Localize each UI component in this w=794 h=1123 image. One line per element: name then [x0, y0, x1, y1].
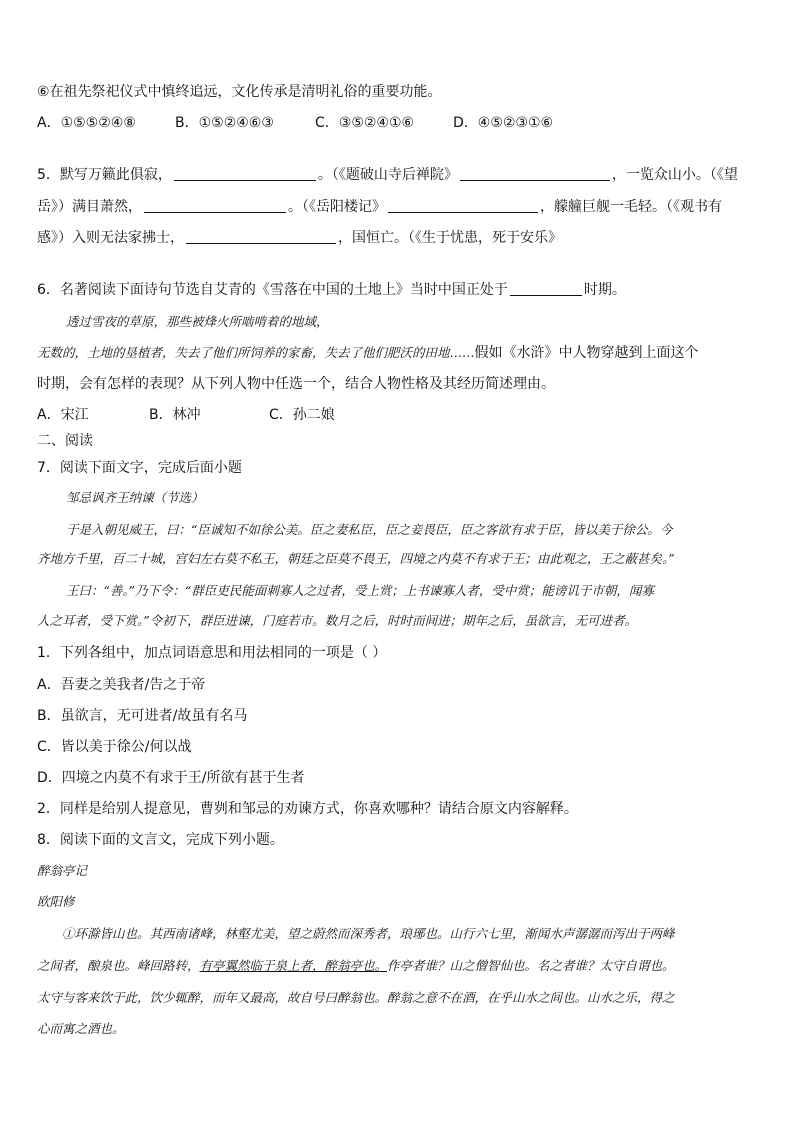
q7-para-2b: 人之耳者，受下赏。”令初下，群臣进谏，门庭若市。数月之后，时时而间进；期年之后，虽欲言，无可进者。	[37, 613, 638, 628]
q6-option-a[interactable]: A．宋江	[37, 407, 89, 423]
q8-underlined-sentence: 有亭翼然临于泉上者，醉翁亭也。	[199, 958, 388, 973]
q5-blank-4[interactable]	[388, 198, 538, 213]
q6-line-3	[37, 343, 764, 363]
q5-blank-3[interactable]	[144, 198, 286, 213]
q7-sub1-option-d[interactable]: D．四境之内莫不有求于王/所欲有甚于生者	[37, 770, 305, 786]
section-heading-reading: 二、阅读	[37, 433, 93, 449]
q6-option-b[interactable]: B．林冲	[149, 407, 201, 423]
q4-option-a[interactable]: A．①⑤⑤②④⑧	[37, 115, 136, 131]
q6-poem-line-1: 透过雪夜的草原，那些被烽火所啮啃着的地域，	[66, 314, 329, 329]
q5-source-3: 。（《岳阳楼记》	[288, 199, 386, 215]
q8-para-1a: ①环滁皆山也。其西南诸峰，林壑尤美，望之蔚然而深秀者，琅琊也。山行六七里，渐闻水声潺潺而泻出于两峰	[62, 926, 675, 941]
q7-sub-question-2: 2．同样是给别人提意见，曹刿和邹忌的劝谏方式，你喜欢哪种？请结合原文内容解释。	[37, 801, 578, 817]
q5-source-5: ，国恒亡。（《生于忧患，死于安乐》	[338, 230, 562, 246]
q8-para-1c: 太守与客来饮于此，饮少辄醉，而年又最高，故自号曰醉翁也。醉翁之意不在酒，在乎山水之间也。山水之乐，得之	[37, 990, 675, 1005]
q6-blank[interactable]	[510, 281, 582, 296]
q4-statement-6: ⑥在祖先祭祀仪式中慎终追远，文化传承是清明礼俗的重要功能。	[37, 84, 442, 100]
q5-blank-5[interactable]	[186, 229, 336, 244]
q6-poem-line-2: 无数的，土地的垦植者，失去了他们所饲养的家畜，失去了他们肥沃的田地……	[37, 345, 475, 360]
q7-sub1-option-c[interactable]: C．皆以美于徐公/何以战	[37, 739, 192, 755]
q7-para-1a: 于是入朝见威王，曰：“臣诚知不如徐公美。臣之妻私臣，臣之妾畏臣，臣之客欲有求于臣，皆以美于徐公。今	[66, 522, 673, 537]
q5-source-4: 感》）入则无法家拂士，	[37, 230, 184, 246]
q6-question-2: 假如《水浒》中人物穿越到上面这个	[474, 345, 699, 361]
q5-blank-2[interactable]	[460, 166, 610, 181]
q6-option-c[interactable]: C．孙二娘	[269, 407, 335, 423]
q5-tail-1: ，一览众山小。（《望	[611, 167, 738, 183]
q8-para-1b-start: 之间者，酿泉也。峰回路转，	[37, 958, 200, 973]
q7-sub1-option-b[interactable]: B．虽欲言，无可进者/故虽有名马	[37, 708, 248, 724]
q5-prompt: 5．默写万籁此俱寂，	[37, 167, 172, 183]
q5-line-2	[37, 197, 764, 217]
q7-para-1b: 齐地方千里，百二十城，宫妇左右莫不私王，朝廷之臣莫不畏王，四境之内莫不有求于王；由此观之，王之蔽甚矣。”	[37, 551, 675, 566]
q6-question-3: 时期，会有怎样的表现？从下列人物中任选一个，结合人物性格及其经历简述理由。	[37, 376, 555, 392]
q5-blank-1[interactable]	[174, 166, 316, 181]
q5-tail-2: ，艨艟巨舰一毛轻。（《观书有	[540, 199, 722, 215]
q5-source-2: 岳》）满目萧然，	[37, 199, 142, 215]
q4-option-d[interactable]: D．④⑤②③①⑥	[453, 115, 554, 131]
q4-option-c[interactable]: C．③⑤②④①⑥	[315, 115, 415, 131]
q5-line-3	[37, 228, 764, 248]
q7-para-2a: 王曰：“善。”乃下令：“群臣吏民能面刺寡人之过者，受上赏；上书谏寡人者，受中赏；能谤讥于市朝，闻寡	[66, 583, 654, 598]
q8-title: 8．阅读下面的文言文，完成下列小题。	[37, 832, 284, 848]
q8-para-1b	[37, 956, 764, 976]
q6-prompt	[37, 280, 764, 300]
q7-sub-question-1: 1．下列各组中，加点词语意思和用法相同的一项是（ ）	[37, 645, 387, 661]
q8-para-1b-end: 作亭者谁？山之僧智仙也。名之者谁？太守自谓也。	[387, 958, 675, 973]
q5-source-1: 。（《题破山寺后禅院》	[317, 167, 458, 183]
q6-options	[37, 405, 764, 425]
q7-text-title: 邹忌讽齐王纳谏（节选）	[66, 490, 204, 505]
q4-option-b[interactable]: B．①⑤②④⑥③	[175, 115, 274, 131]
q7-sub1-option-a[interactable]: A．吾妻之美我者/告之于帝	[37, 677, 206, 693]
q8-text-title: 醉翁亭记	[37, 863, 88, 878]
q6-question: 6．名著阅读下面诗句节选自艾青的《雪落在中国的土地上》当时中国正处于	[37, 282, 508, 298]
q5-line-1	[37, 165, 764, 185]
q6-question-tail: 时期。	[583, 282, 626, 298]
q8-author: 欧阳修	[37, 894, 75, 909]
q4-options	[37, 113, 764, 133]
q8-para-1d: 心而寓之酒也。	[37, 1021, 125, 1036]
q7-title: 7．阅读下面文字，完成后面小题	[37, 460, 242, 476]
